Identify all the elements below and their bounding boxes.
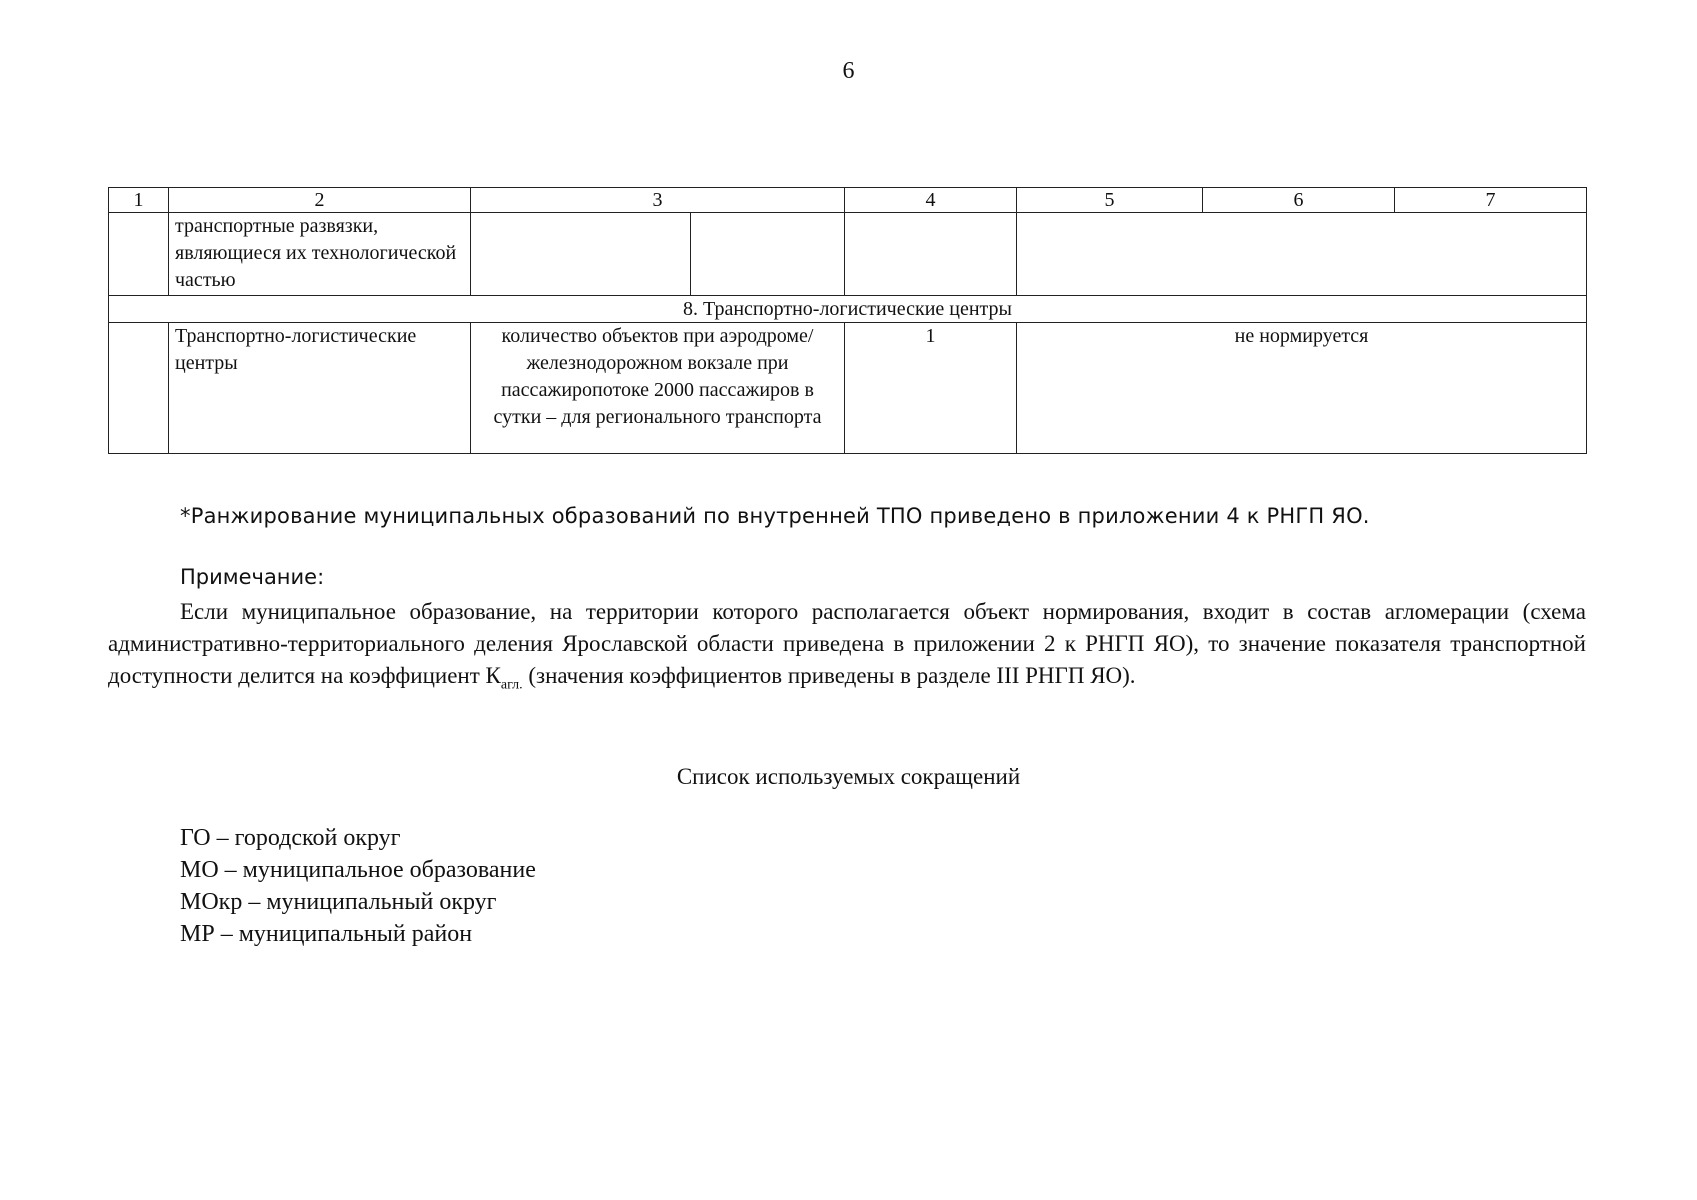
note-text-end: (значения коэффициентов приведены в разделе III РНГП ЯО). [522,663,1136,688]
header-cell-4: 4 [845,188,1017,213]
table-row [109,323,1587,454]
note-title: Примечание: [180,565,325,589]
abbreviation-item: МР – муниципальный район [180,921,473,947]
abbreviation-item: МОкр – муниципальный округ [180,889,497,915]
row1-col5-7 [1017,213,1587,296]
row1-col4 [845,213,1017,296]
row2-col1 [109,323,169,454]
header-cell-5: 5 [1017,188,1203,213]
abbreviation-item: МО – муниципальное образование [180,857,536,883]
row2-indicator: количество объектов при аэродроме/ железнодорожном вокзале при пассажиропотоке 2000 пассажиров в сутки – для регионального транспорта [471,323,845,454]
row2-note: не нормируется [1017,323,1587,454]
section-row [109,296,1587,323]
row1-col3a [471,213,691,296]
note-text-start: Если муниципальное образование, на территории которого располагается объект нормирования, входит в состав агломерации (схема административно-территориального деления Ярославской области приведена в приложении 2 к РНГП ЯО), то значение показателя транспортной доступности делится на коэффициент К [108,599,1586,688]
abbreviations-title: Список используемых сокращений [676,764,1021,789]
row1-col1 [109,213,169,296]
header-cell-6: 6 [1203,188,1395,213]
table-header-row [109,188,1587,213]
row2-name: Транспортно-логистические центры [169,323,471,454]
row2-value: 1 [845,323,1017,454]
header-cell-7: 7 [1395,188,1587,213]
header-cell-3: 3 [471,188,845,213]
header-cell-1: 1 [109,188,169,213]
table-row [109,213,1587,296]
abbreviations-list [180,822,536,950]
note-body [108,596,1586,702]
row1-col3b [691,213,845,296]
abbreviation-item: ГО – городской округ [180,825,401,851]
row1-col2: транспортные развязки, являющиеся их технологической частью [169,213,471,296]
header-cell-2: 2 [169,188,471,213]
section-title: 8. Транспортно-логистические центры [109,296,1587,323]
page-number: 6 [842,58,855,84]
norms-table [108,187,1587,454]
footnote: *Ранжирование муниципальных образований по внутренней ТПО приведено в приложении 4 к РНГП ЯО. [180,504,1370,528]
coefficient-subscript: агл. [500,677,523,693]
